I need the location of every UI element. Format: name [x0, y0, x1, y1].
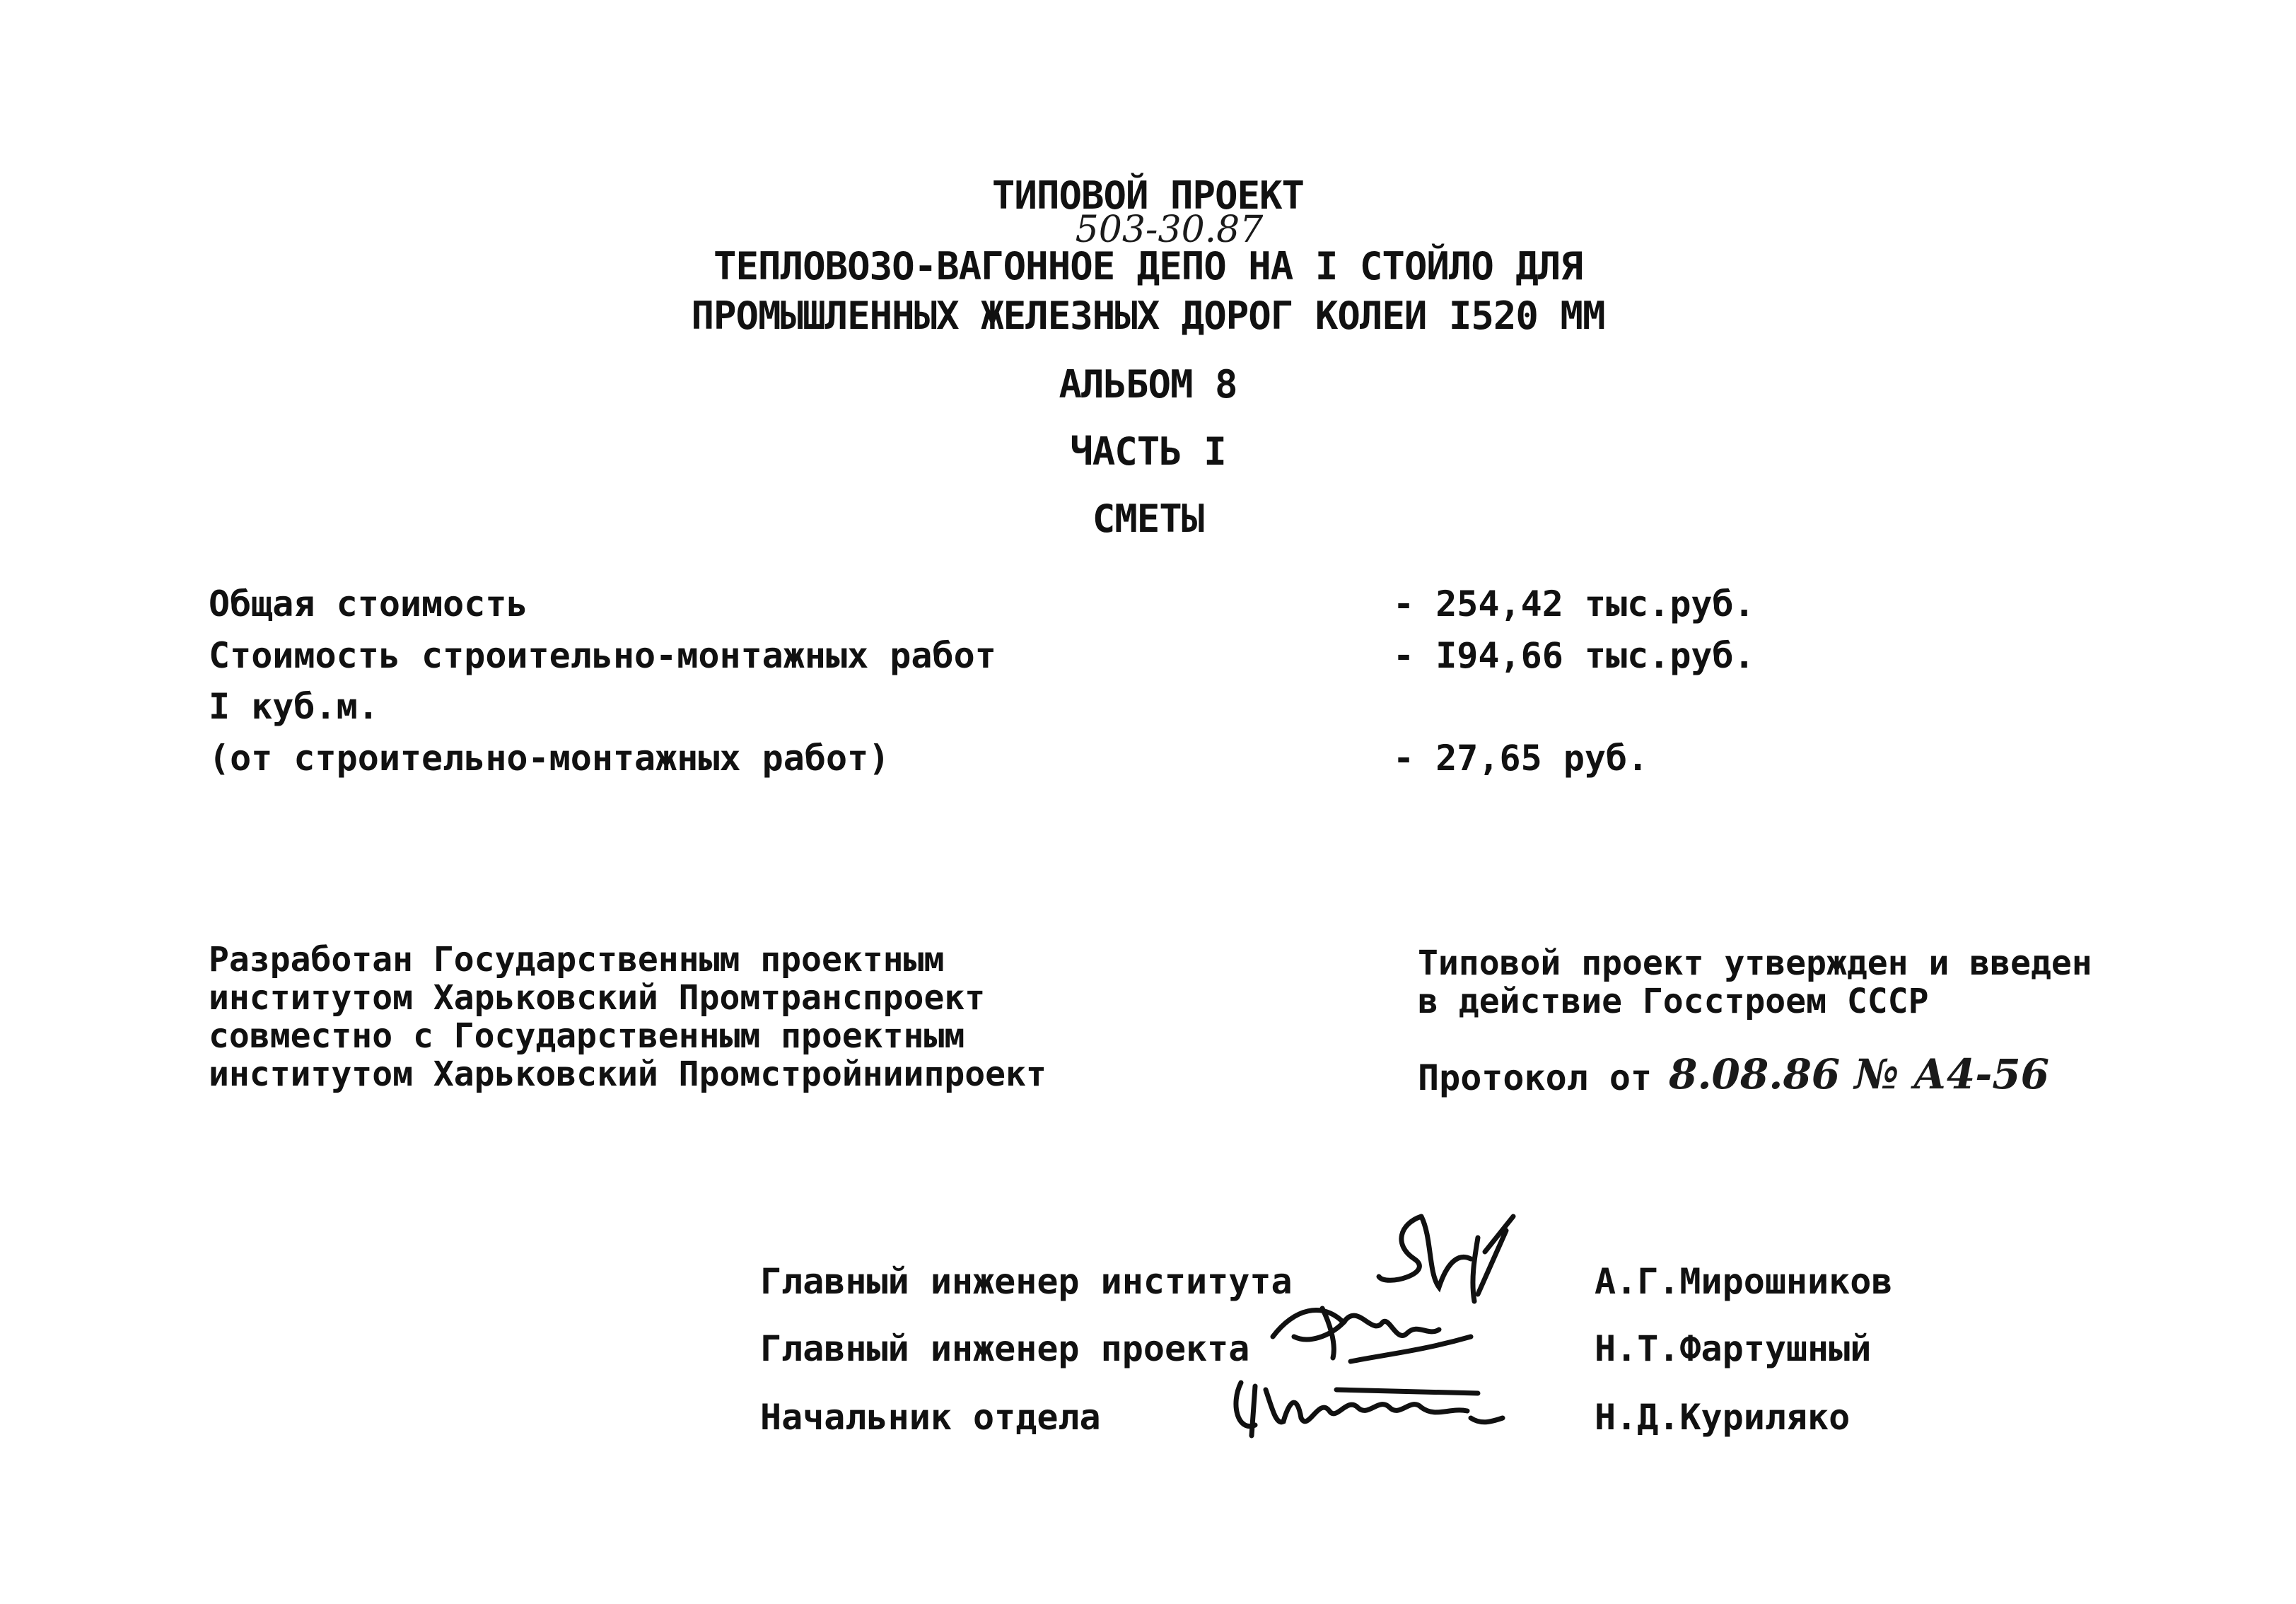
approval-line-2: в действие Госстроем СССР: [1418, 982, 1929, 1021]
signature-name-department-head: Н.Д.Куриляко: [1595, 1397, 1851, 1438]
cost-value-per-cubic-meter: - 27,65 руб.: [1393, 738, 1649, 779]
signature-role-chief-engineer-project: Главный инженер проекта: [760, 1328, 1250, 1369]
cost-label-note: (от строительно-монтажных работ): [209, 738, 890, 779]
title-line-1: ТЕПЛОВОЗО-ВАГОННОЕ ДЕПО НА I СТОЙЛО ДЛЯ: [713, 244, 1583, 289]
signature-role-chief-engineer-institute: Главный инженер института: [760, 1261, 1293, 1302]
protocol-value: 8.08.86 № А4-56: [1669, 1050, 2049, 1098]
section-title: СМЕТЫ: [1092, 496, 1204, 541]
approval-line-1: Типовой проект утвержден и введен: [1418, 943, 2092, 983]
cost-value-construction: - I94,66 тыс.руб.: [1393, 635, 1755, 676]
developed-by-line: институтом Харьковский Промтранспроект: [209, 978, 986, 1018]
album-number: АЛЬБОМ 8: [1059, 362, 1237, 407]
signature-mark-3: [1223, 1368, 1520, 1449]
signature-role-department-head: Начальник отдела: [760, 1397, 1101, 1438]
cost-value-total: - 254,42 тыс.руб.: [1393, 583, 1755, 624]
developed-by-block: [209, 941, 1047, 1093]
protocol-label: Протокол от: [1418, 1057, 1653, 1098]
approval-block: [1418, 944, 2092, 1021]
developed-by-line: институтом Харьковский Промстройниипроект: [209, 1054, 1047, 1094]
signature-name-chief-engineer-institute: А.Г.Мирошников: [1595, 1261, 1893, 1302]
cost-label-per-cubic-meter: I куб.м.: [209, 686, 379, 727]
project-number: 503-30.87: [1075, 209, 1264, 251]
cost-label-total: Общая стоимость: [209, 583, 528, 624]
developed-by-line: Разработан Государственным проектным: [209, 940, 945, 980]
doc-type: ТИПОВОЙ ПРОЕКТ: [991, 173, 1305, 218]
signature-name-chief-engineer-project: Н.Т.Фартушный: [1595, 1328, 1872, 1369]
cost-label-construction: Стоимость строительно-монтажных работ: [209, 635, 996, 676]
developed-by-line: совместно с Государственным проектным: [209, 1016, 965, 1056]
title-line-2: ПРОМЫШЛЕННЫХ ЖЕЛЕЗНЫХ ДОРОГ КОЛЕИ I520 ММ: [691, 294, 1605, 338]
part-number: ЧАСТЬ I: [1070, 429, 1226, 474]
